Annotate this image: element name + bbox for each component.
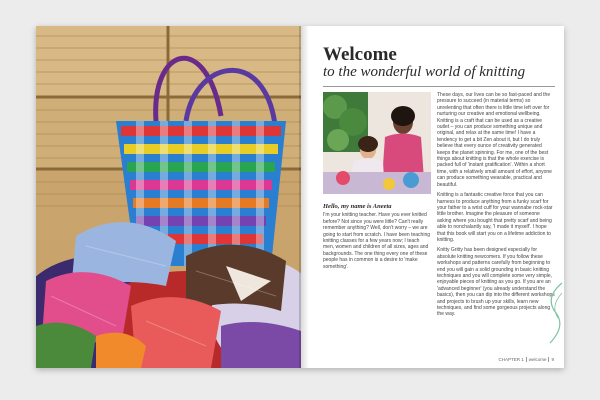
page-subtitle: to the wonderful world of knitting xyxy=(323,64,526,80)
intro-column xyxy=(323,204,431,274)
page-footer xyxy=(498,357,554,362)
intro-text: I'm your knitting teacher. Have you ever knitted before? Not since you were little? Can't really remember anything? Well, don't worry – we are going to start from scratch. I have been teaching knitting classes for a few years now; I teach men, women and children of all sizes, ages and backgrounds. The one thing every one of these people has in common is a desire to 'make something'. xyxy=(323,212,431,270)
body-paragraph-1: These days, our lives can be so fast-paced and the pressure to succeed (in material terms) so unrelenting that often there is little time left over for nurturing our creative and emotional wellbeing. Knitting is a craft that can be used as a creative outlet – you can produce something unique and original, and relax at the same time! I have a tendency to get a bit Zen about it, but I do truly believe that every ounce of creativity generated keeps the planet spinning. For me, one of the best things about knitting is that the whole exercise is packed full of 'instant gratification'. Within a short time, with a relatively small amount of effort, anyone can produce something wearable, practical and beautiful. xyxy=(437,92,552,188)
body-paragraph-3: Knitty Gritty has been designed especially for absolute knitting newcomers. If you follow these workshops and patterns carefully from beginning to end you will gain a solid grounding in basic knitting techniques and you will complete some very simple, enjoyable pieces of knitting as you go. If you are an 'advanced beginner' (you already understand the basics), then you can dip into the different workshops and projects to brush up your skills, learn new techniques, and find some gorgeous projects along the way. xyxy=(437,247,555,318)
section-label: welcome xyxy=(528,356,547,362)
intro-heading: Hello, my name is Aneeta xyxy=(323,203,392,210)
knitting-basket-illustration xyxy=(36,26,301,368)
knitting-basket-photo xyxy=(36,26,301,368)
book-spread xyxy=(36,26,564,368)
knitters-photo xyxy=(323,92,431,194)
page-number: 9 xyxy=(551,356,554,362)
footer-divider xyxy=(526,357,527,362)
chapter-label: CHAPTER 1 xyxy=(498,356,524,362)
body-column xyxy=(437,92,555,322)
body-paragraph-2: Knitting is a fantastic creative force that you can harness to produce anything from a funky scarf for your father to a wrist cuff for your wannabe rock-star little brother. Imagine the pleasure of someone asking where you bought that pretty scarf and being able to nonchalantly say, 'I made it myself'. I hope that this book will start you on a lifetime addiction to knitting. xyxy=(437,192,553,243)
title-divider xyxy=(323,86,555,87)
knitters-illustration xyxy=(323,92,431,194)
footer-divider xyxy=(548,357,549,362)
swirl-ornament xyxy=(542,278,564,348)
right-page xyxy=(301,26,564,368)
page-title: Welcome xyxy=(323,44,397,65)
